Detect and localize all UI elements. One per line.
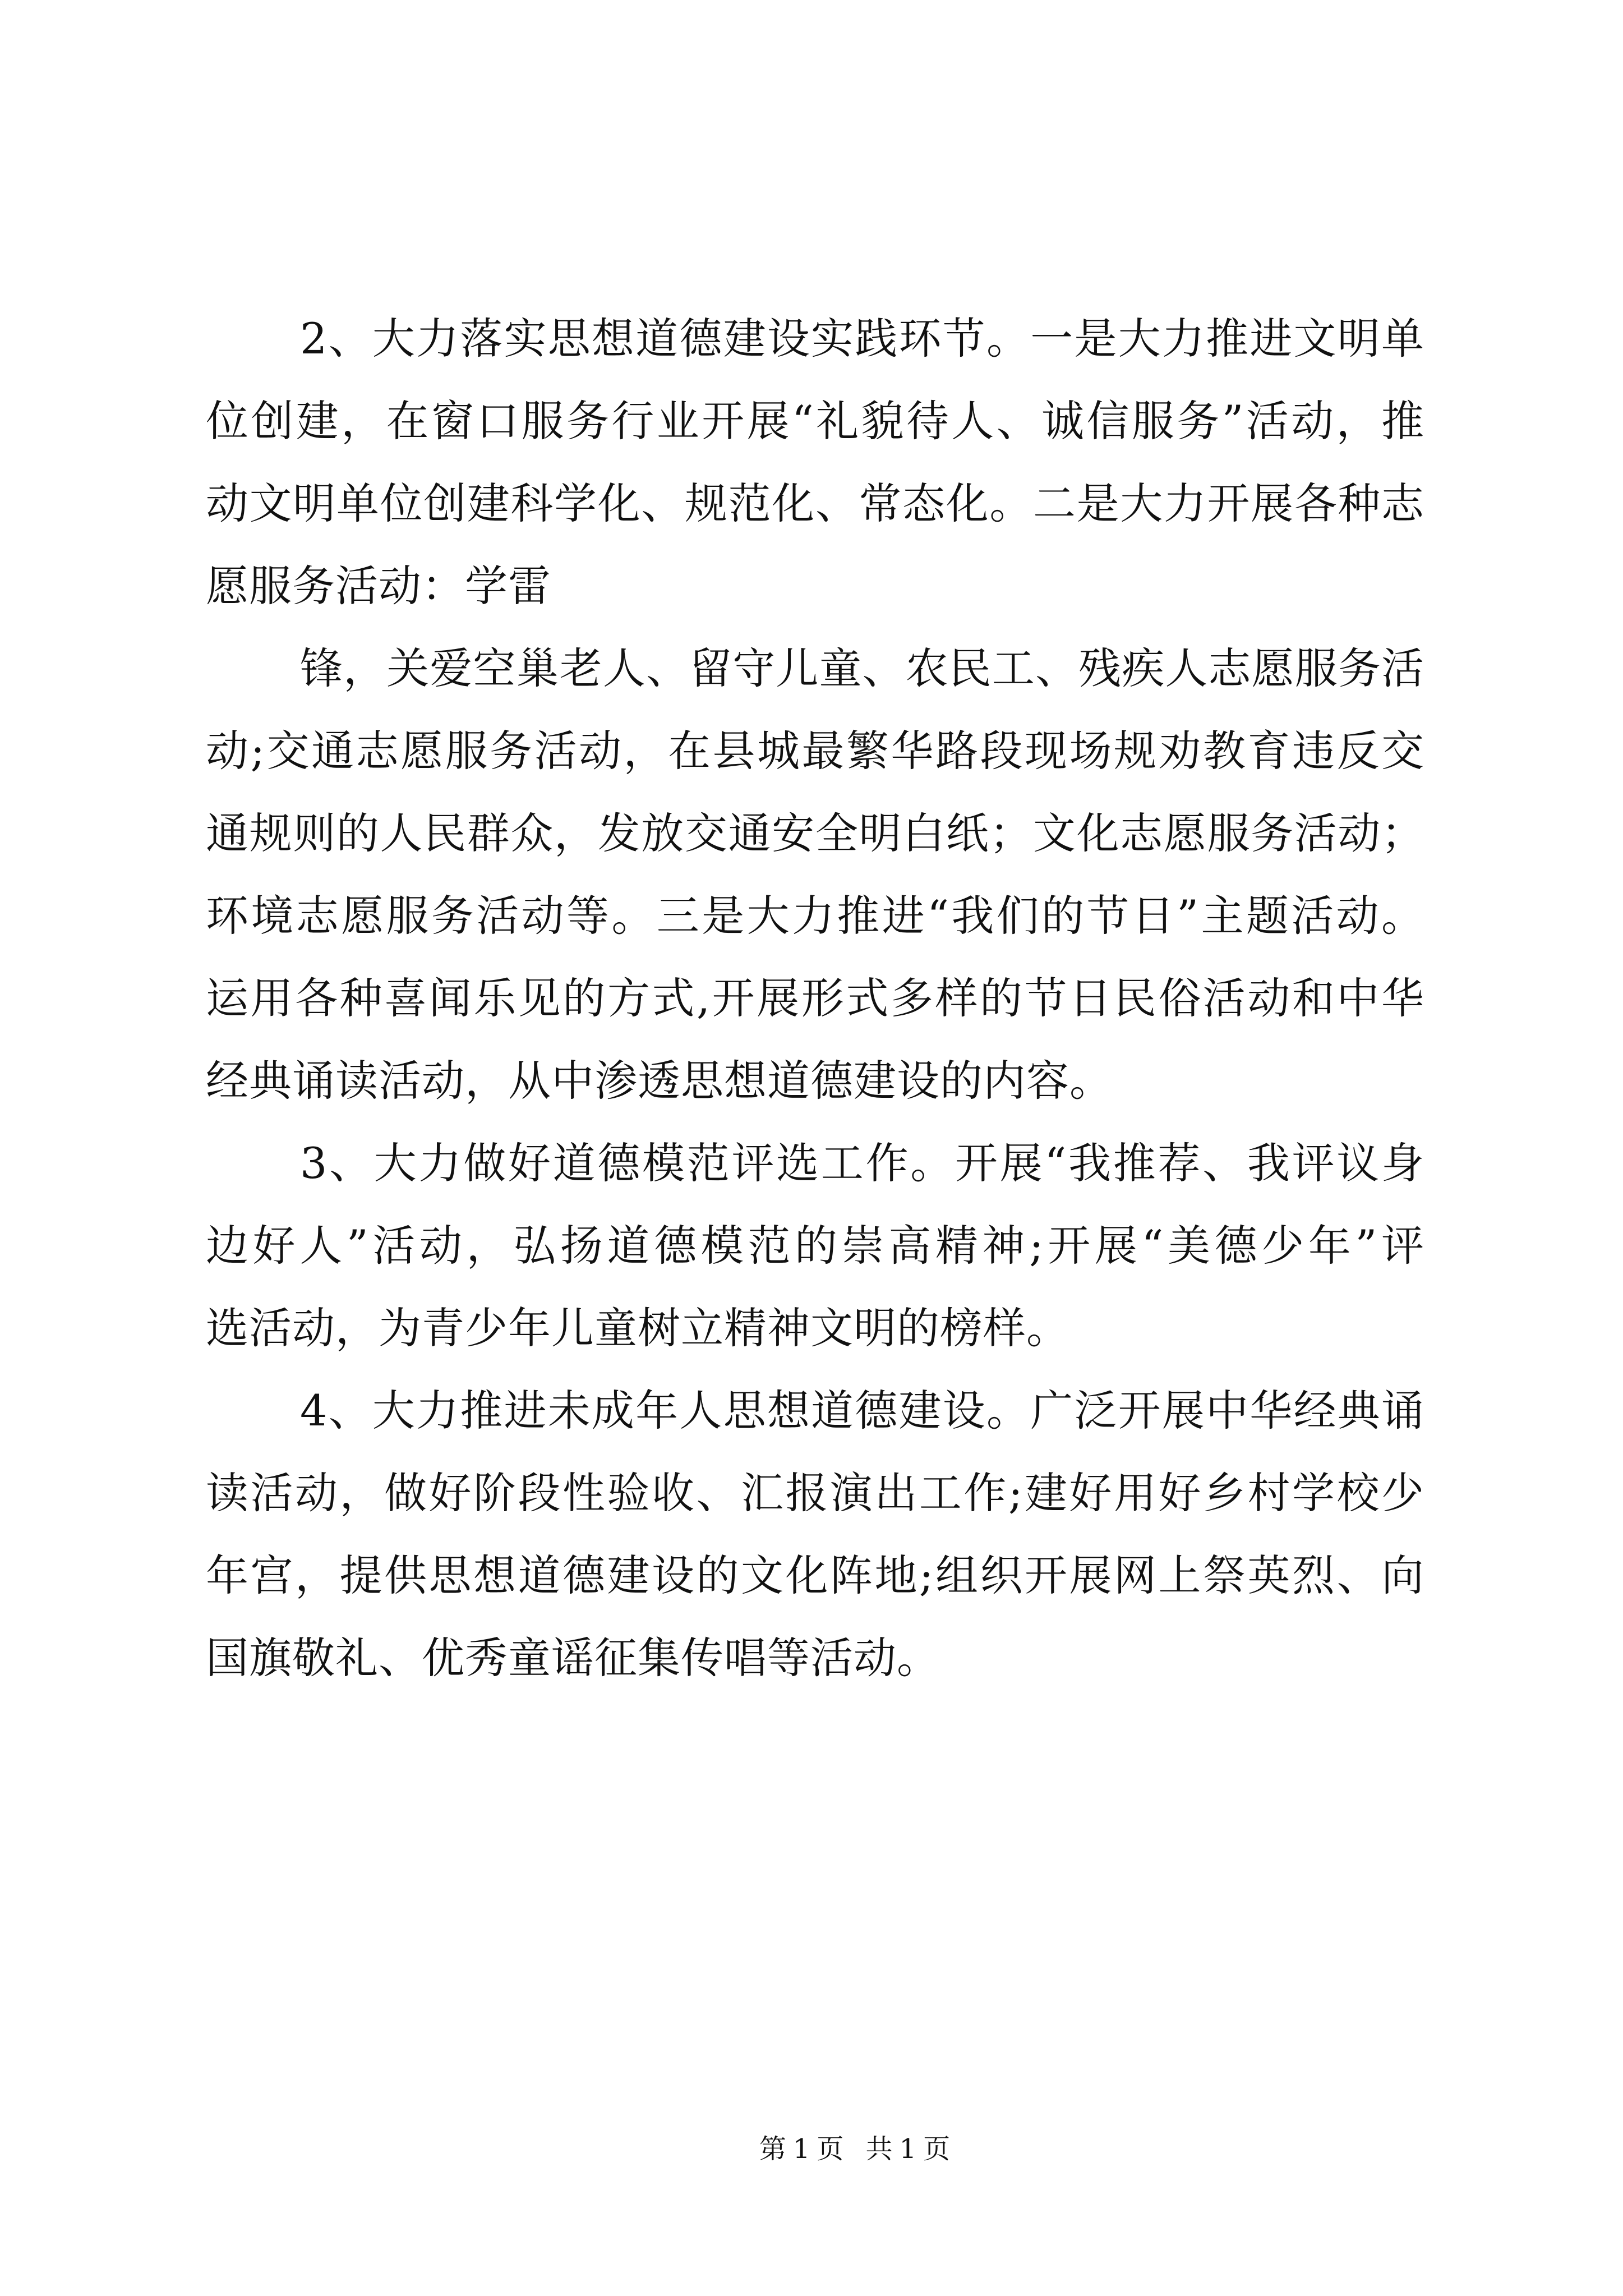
text-line: 选活动，为青少年儿童树立精神文明的榜样。 <box>206 1303 1069 1353</box>
text-line: 国旗敬礼、优秀童谣征集传唱等活动。 <box>206 1633 940 1683</box>
text-line: 位创建，在窗口服务行业开展“礼貌待人、诚信服务”活动，推 <box>206 396 1424 446</box>
paragraph-4 <box>206 1369 1424 1699</box>
text-line: 2、大力落实思想道德建设实践环节。一是大力推进文明单 <box>300 314 1424 364</box>
text-line: 锋，关爱空巢老人、留守儿童、农民工、残疾人志愿服务活 <box>300 643 1424 693</box>
text-line: 读活动，做好阶段性验收、汇报演出工作;建好用好乡村学校少 <box>206 1468 1424 1518</box>
text-line: 动;交通志愿服务活动，在县城最繁华路段现场规劝教育违反交 <box>206 726 1424 776</box>
paragraph-1 <box>206 297 1424 627</box>
text-line: 运用各种喜闻乐见的方式,开展形式多样的节日民俗活动和中华 <box>206 973 1424 1023</box>
text-line: 环境志愿服务活动等。三是大力推进“我们的节日”主题活动。 <box>206 891 1424 941</box>
text-line: 愿服务活动：学雷 <box>206 561 551 611</box>
page-number-footer: 第1页 共1页 <box>759 2133 957 2165</box>
text-line: 4、大力推进未成年人思想道德建设。广泛开展中华经典诵 <box>300 1386 1424 1435</box>
paragraph-2 <box>206 627 1424 1122</box>
text-line: 通规则的人民群众，发放交通安全明白纸；文化志愿服务活动； <box>206 808 1424 858</box>
text-line: 动文明单位创建科学化、规范化、常态化。二是大力开展各种志 <box>206 478 1424 528</box>
text-line: 经典诵读活动，从中渗透思想道德建设的内容。 <box>206 1056 1113 1106</box>
text-line: 边好人”活动，弘扬道德模范的崇高精神;开展“美德少年”评 <box>206 1221 1424 1271</box>
text-line: 年宫，提供思想道德建设的文化阵地;组织开展网上祭英烈、向 <box>206 1550 1424 1600</box>
document-body <box>206 297 1424 1699</box>
paragraph-3 <box>206 1122 1424 1369</box>
text-line: 3、大力做好道德模范评选工作。开展“我推荐、我评议身 <box>300 1138 1424 1188</box>
